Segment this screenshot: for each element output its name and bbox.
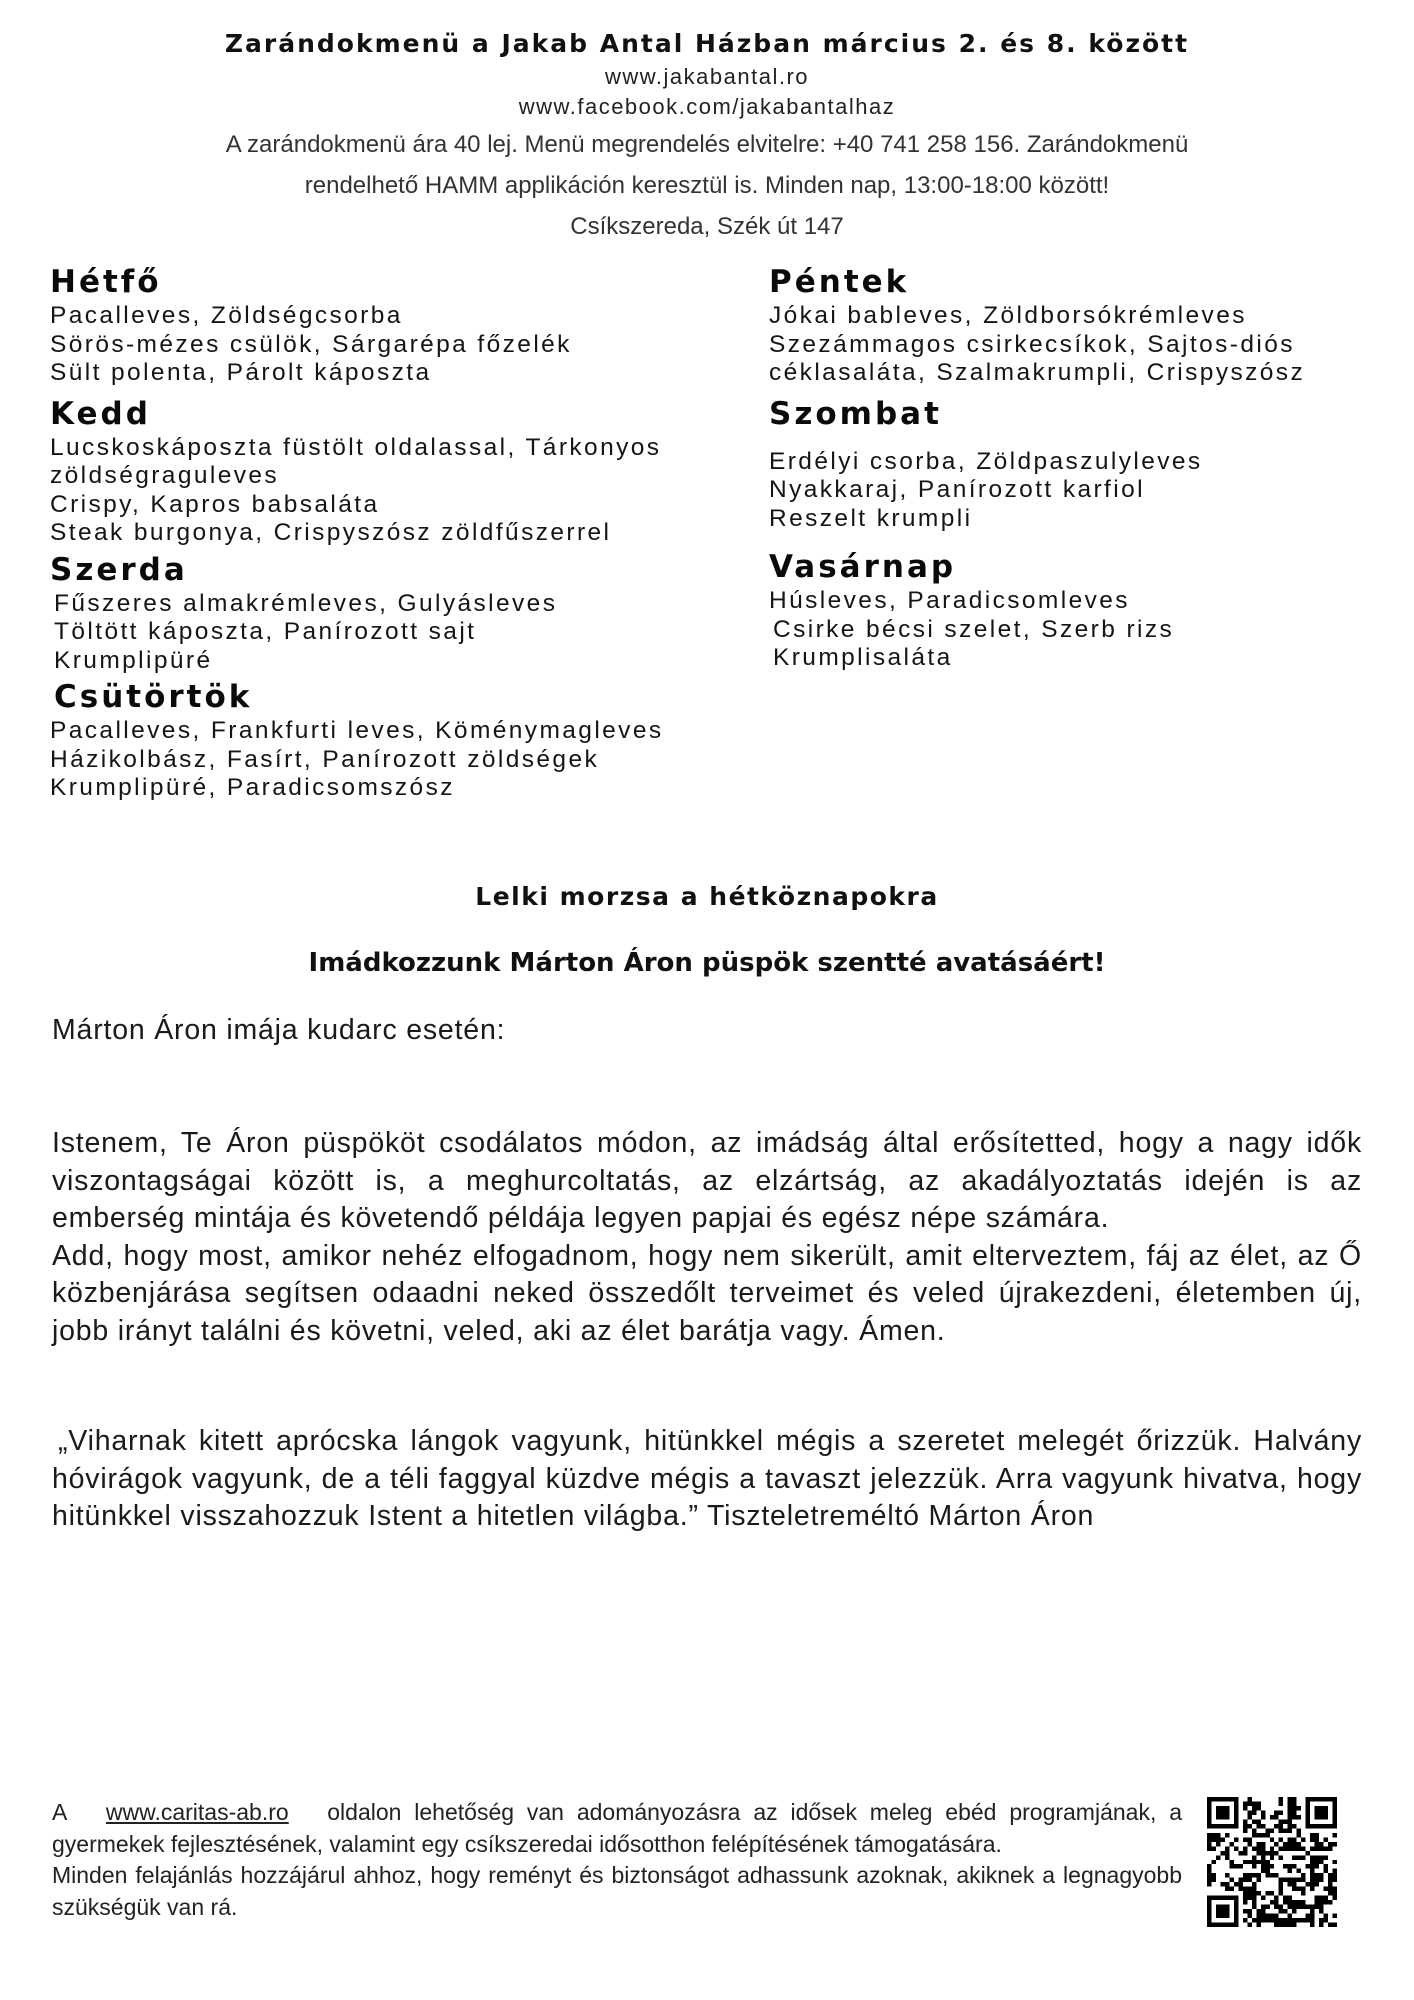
dish-line: Steak burgonya, Crispyszósz zöldfűszerrel — [50, 519, 612, 546]
dish-line: Nyakkaraj, Panírozott karfiol — [769, 476, 1145, 503]
donation-text-body: oldalon lehetőség van adományozásra az idősek meleg ebéd programjának, a gyermekek fejlesztésének, valamint egy csíkszeredai idősotthon felépítésének támogatására. — [52, 1799, 1182, 1857]
dish-line: Szezámmagos csirkecsíkok, Sajtos-diós — [769, 330, 1295, 358]
day-sunday — [769, 547, 1369, 673]
dish-line: Erdélyi csorba, Zöldpaszulyleves — [769, 447, 1203, 475]
prayer-text — [52, 1087, 1362, 1350]
dish-line: Csirke bécsi szelet, Szerb rizs — [773, 615, 1175, 643]
day-tuesday — [50, 394, 730, 548]
day-title: Hétfő — [50, 264, 162, 300]
dish-line: Krumplipüré — [54, 646, 213, 674]
quote — [52, 1423, 1362, 1536]
header — [0, 26, 1414, 247]
menu-right-column — [769, 262, 1369, 673]
facebook-link[interactable]: www.facebook.com/jakabantalhaz — [518, 94, 896, 119]
dish-line: Pacalleves, Frankfurti leves, Köménymagleves — [50, 717, 664, 744]
dish-line: Sörös-mézes csülök, Sárgarépa főzelék — [50, 330, 572, 358]
dish-line: Jókai bableves, Zöldborsókrémleves — [769, 302, 1247, 329]
menu-left-column — [50, 262, 730, 803]
day-saturday — [769, 394, 1369, 534]
donation-text-2: Minden felajánlás hozzájárul ahhoz, hogy reményt és biztonságot adhassunk azoknak, akiknek a legnagyobb szükségük van rá. — [52, 1862, 1182, 1920]
dish-line: Töltött káposzta, Panírozott sajt — [54, 618, 477, 645]
dish-line: Húsleves, Paradicsomleves — [769, 587, 1130, 614]
prayer-intro-text: Márton Áron imája kudarc esetén: — [52, 1014, 506, 1046]
dish-line: Krumplipüré, Paradicsomszósz — [50, 774, 455, 801]
day-monday — [50, 262, 730, 388]
dish-line: Pacalleves, Zöldségcsorba — [50, 302, 403, 329]
order-info: rendelhető HAMM applikáción keresztül is. Minden nap, 13:00-18:00 között! — [304, 172, 1110, 199]
section-subheading: Imádkozzunk Márton Áron püspök szentté avatásáért! — [308, 948, 1106, 978]
section-heading: Lelki morzsa a hétköznapokra — [475, 882, 939, 911]
page-title: Zarándokmenü a Jakab Antal Házban március 2. és 8. között — [224, 29, 1190, 58]
prayer-paragraph-1: Istenem, Te Áron püspököt csodálatos módon, az imádság által erősítetted, hogy a nagy idők viszontagságai között is, a meghurcoltatás, az elzártság, az akadályoztatás idején is az emberség mintája és követendő példája legyen papjai és egész népe számára. — [52, 1127, 1362, 1234]
dish-line: Crispy, Kapros babsaláta — [50, 490, 380, 518]
prayer-intro — [52, 1012, 1362, 1050]
donation-prefix: A — [52, 1799, 68, 1825]
address: Csíkszereda, Szék út 147 — [570, 213, 844, 240]
donation-footer — [52, 1797, 1182, 1923]
dish-line: Házikolbász, Fasírt, Panírozott zöldségek — [50, 745, 600, 773]
day-title: Csütörtök — [54, 679, 253, 715]
price-info: A zarándokmenü ára 40 lej. Menü megrendelés elvitelre: +40 741 258 156. Zarándokmenü — [225, 131, 1189, 158]
caritas-link[interactable]: www.caritas-ab.ro — [105, 1799, 289, 1825]
dish-line: Lucskoskáposzta füstölt oldalassal, Tárkonyos — [50, 433, 662, 461]
day-wednesday — [50, 550, 730, 676]
dish-line: zöldségraguleves — [50, 462, 280, 489]
day-title: Kedd — [50, 395, 151, 432]
dish-line: Krumplisaláta — [773, 644, 953, 671]
day-title: Péntek — [769, 264, 910, 300]
donation-text-1 — [52, 1797, 1182, 1860]
dish-line: Sült polenta, Párolt káposzta — [50, 359, 432, 386]
dish-line: Fűszeres almakrémleves, Gulyásleves — [54, 589, 558, 617]
day-title: Szerda — [50, 551, 188, 588]
qr-code-icon[interactable] — [1207, 1797, 1337, 1927]
dish-line: Reszelt krumpli — [769, 504, 973, 532]
day-friday — [769, 262, 1369, 388]
day-title: Szombat — [769, 395, 942, 432]
day-title: Vasárnap — [769, 549, 957, 585]
day-thursday — [50, 677, 730, 803]
prayer-paragraph-2: Add, hogy most, amikor nehéz elfogadnom, hogy nem sikerült, amit elterveztem, fáj az élet, az Ő közbenjárása segítsen odaadni neked összedőlt terveimet és veled újrakezdeni, életemben új, jobb irányt találni és követni, veled, aki az élet barátja vagy. Ámen. — [52, 1239, 1362, 1347]
quote-text: „Viharnak kitett aprócska lángok vagyunk, hitünkkel mégis a szeretet melegét őrizzük. Halvány hóvirágok vagyunk, de a téli faggyal küzdve mégis a tavaszt jelezzük. Arra vagyunk hivatva, hogy hitünkkel visszahozzuk Istent a hitetlen világba.” Tiszteletreméltó Márton Áron — [52, 1425, 1362, 1532]
website-link[interactable]: www.jakabantal.ro — [604, 64, 810, 89]
dish-line: céklasaláta, Szalmakrumpli, Crispyszósz — [769, 359, 1306, 386]
